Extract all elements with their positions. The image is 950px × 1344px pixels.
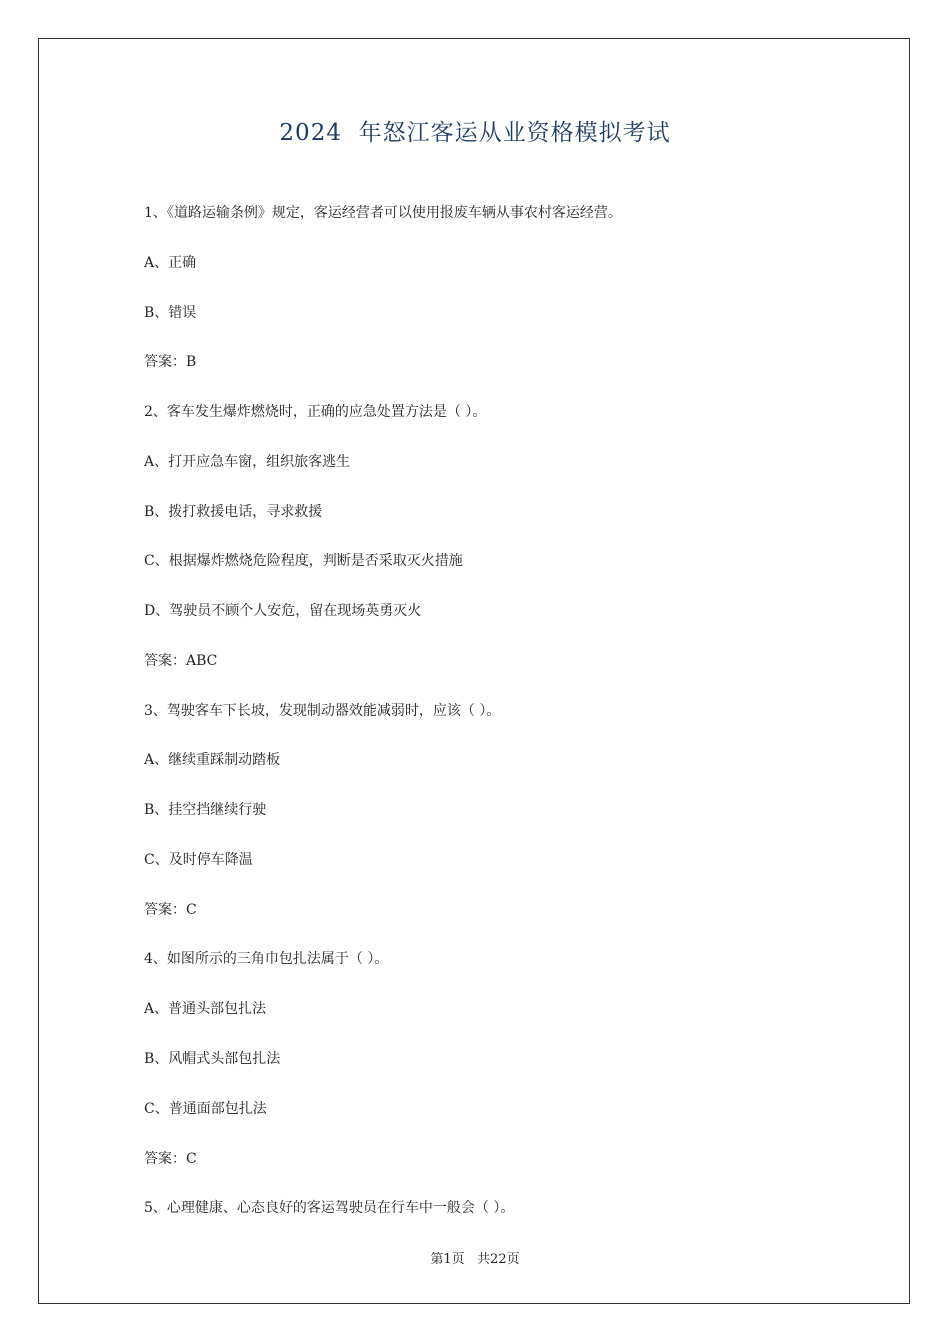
document-title: 2024 年怒江客运从业资格模拟考试: [279, 120, 671, 146]
question-4-option-b: B、风帽式头部包扎法: [144, 1051, 281, 1067]
question-2: 2、客车发生爆炸燃烧时，正确的应急处置方法是（ ）。: [144, 404, 487, 420]
question-4-option-a: A、普通头部包扎法: [144, 1001, 267, 1017]
question-3-option-b: B、挂空挡继续行驶: [144, 802, 267, 818]
question-2-option-a: A、打开应急车窗，组织旅客逃生: [144, 454, 351, 470]
question-3-answer: 答案：C: [144, 902, 197, 918]
question-2-option-d: D、驾驶员不顾个人安危，留在现场英勇灭火: [144, 603, 422, 619]
question-3: 3、驾驶客车下长坡，发现制动器效能减弱时，应该（ ）。: [144, 703, 501, 719]
question-1-answer: 答案：B: [144, 354, 197, 370]
page-number-footer: 第1页 共22页: [430, 1252, 520, 1267]
question-5: 5、心理健康、心态良好的客运驾驶员在行车中一般会（ ）。: [144, 1200, 515, 1216]
question-4-answer: 答案：C: [144, 1151, 197, 1167]
question-2-option-c: C、根据爆炸燃烧危险程度，判断是否采取灭火措施: [144, 553, 463, 569]
question-3-option-c: C、及时停车降温: [144, 852, 253, 868]
question-2-answer: 答案：ABC: [144, 653, 218, 669]
question-2-option-b: B、拨打救援电话，寻求救援: [144, 504, 323, 520]
question-1-option-a: A、正确: [144, 255, 197, 271]
question-4-option-c: C、普通面部包扎法: [144, 1101, 267, 1117]
question-1: 1、《道路运输条例》规定，客运经营者可以使用报废车辆从事农村客运经营。: [144, 205, 622, 221]
question-3-option-a: A、继续重踩制动踏板: [144, 752, 281, 768]
question-4: 4、如图所示的三角巾包扎法属于（ ）。: [144, 951, 389, 967]
question-1-option-b: B、错误: [144, 305, 197, 321]
